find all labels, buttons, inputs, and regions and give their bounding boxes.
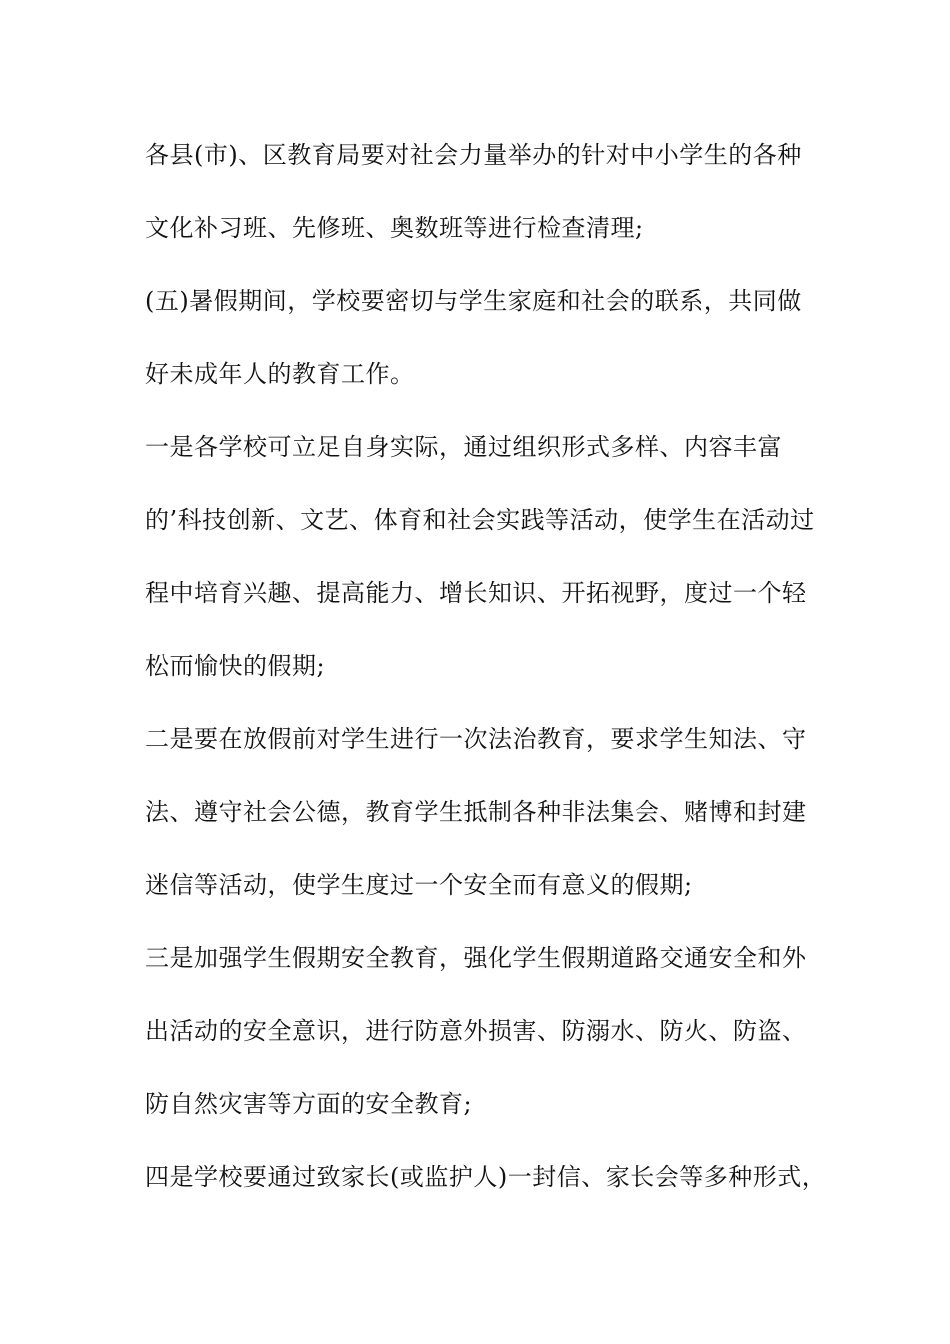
text-line: 的’科技创新、文艺、体育和社会实践等活动，使学生在活动过	[145, 506, 815, 534]
text-line: (五)暑假期间，学校要密切与学生家庭和社会的联系，共同做	[145, 287, 802, 315]
text-line: 松而愉快的假期;	[145, 652, 326, 680]
text-line: 四是学校要通过致家长(或监护人)一封信、家长会等多种形式，	[145, 1163, 827, 1191]
text-line: 出活动的安全意识，进行防意外损害、防溺水、防火、防盗、	[145, 1017, 807, 1045]
text-line: 防自然灾害等方面的安全教育;	[145, 1090, 473, 1118]
text-line: 各县(市)、区教育局要对社会力量举办的针对中小学生的各种	[145, 141, 802, 169]
text-line: 迷信等活动，使学生度过一个安全而有意义的假期;	[145, 871, 693, 899]
text-line: 三是加强学生假期安全教育，强化学生假期道路交通安全和外	[145, 944, 807, 972]
text-line: 好未成年人的教育工作。	[145, 360, 415, 388]
text-line: 法、遵守社会公德，教育学生抵制各种非法集会、赌博和封建	[145, 798, 807, 826]
text-line: 程中培育兴趣、提高能力、增长知识、开拓视野，度过一个轻	[145, 579, 807, 607]
text-line: 文化补习班、先修班、奥数班等进行检查清理;	[145, 214, 644, 242]
text-line: 二是要在放假前对学生进行一次法治教育，要求学生知法、守	[145, 725, 807, 753]
text-line: 一是各学校可立足自身实际，通过组织形式多样、内容丰富	[145, 433, 782, 461]
